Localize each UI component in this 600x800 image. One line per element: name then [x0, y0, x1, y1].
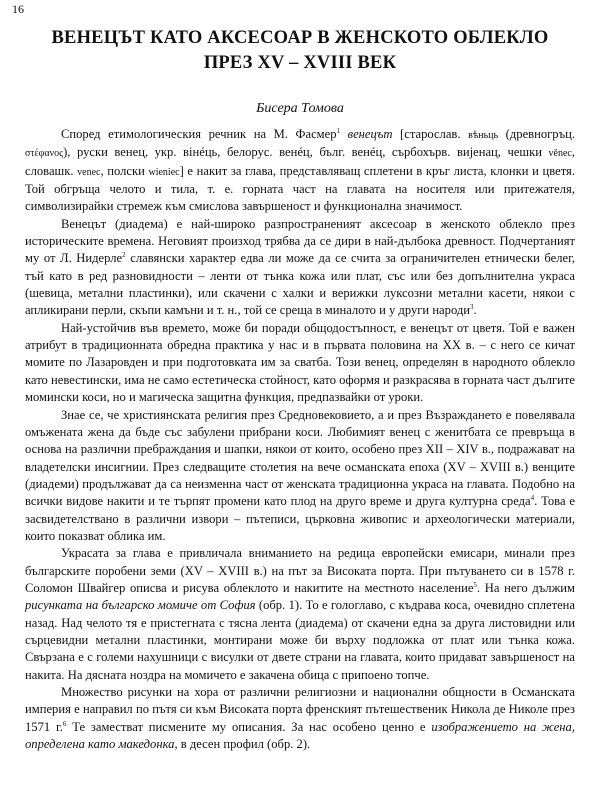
- text-span: . На него дължим: [476, 580, 575, 595]
- text-span: . Това е засвидетелствано в различни извори – пътеписи, църковна живопис и археологически материали, които показват облика им.: [25, 494, 575, 543]
- text-span: , полски: [100, 163, 149, 178]
- emphasis: рисунката на българско момиче от София: [25, 598, 256, 613]
- text-span: Украсата за глава е привличала вниманието на редица европейски емисари, минали през българските поробени земи (XV – XVIII в.) на път за Високата порта. При пътуването си в 1578 г. Соломон Швайгер описва и рисува облеклото и накитите на местното население: [25, 546, 575, 595]
- text-span: (древногръц.: [498, 127, 576, 141]
- text-span: ), руски венец, укр. вiнéць, белорус. венéц, бълг. венéц, сърбохърв. виjенац, чешки: [63, 145, 549, 160]
- text-span: , словашк.: [25, 145, 575, 178]
- footnote-ref-3: 3: [470, 303, 474, 312]
- paragraph-4: [25, 407, 575, 546]
- footnote-ref-2: 2: [122, 251, 126, 260]
- text-span: Венецът (диадема) е най-широко разпространеният аксесоар в женското облекло през историческите времена. Неговият произход трябва да се дири в най-дълбока древност. Подчертаният му от Л. Нидерле: [25, 216, 575, 266]
- text-span: Те заместват писмените му описания. За нас особено ценно е: [66, 719, 432, 734]
- title-line-2: ПРЕЗ XV – XVIII ВЕК: [203, 53, 397, 73]
- text-span: venec: [77, 166, 101, 178]
- article-title: [20, 26, 580, 76]
- paragraph-3: Най-устойчив във времето, може би поради общодостъпност, е венецът от цветя. Той е важен атрибут в традиционната обредна практика у нас и в първата половина на ХХ в. – с него се кичат момите по Лазаровден и при подготовката им за сватба. Този венец, определян в народното облекло като невестински, има не само естетическа стойност, като оформя и разкрасява в горната част дългите момински коси, но и магическа защитна функция, предпазвайки от уроки.: [25, 320, 575, 405]
- text-span: .: [473, 303, 477, 318]
- text-span: славянски характер едва ли може да се счита за ограничителен етнически белег, тъй като в ред разновидности – ленти от тънка кожа или плат, със или без допълнителна украса (шевица, метални пластинки), или скачени с халки и верижки луксозни метални касети, някои с апликирани перли, скъпи камъни и т. н., той се среща в миналото и у други народи: [25, 251, 576, 318]
- text-span: věnec: [548, 148, 572, 160]
- footnote-ref-6: 6: [62, 719, 67, 728]
- page-number: 16: [12, 2, 24, 16]
- text-span: ] е накит за глава, представляващ сплетени в кръг листа, клонки и цветя. Той обгръща челото и тила, т. е. горната част на главата на носителя или притежателя, символизирайки стремеж към смислова завършеност и функционална значимост.: [25, 163, 576, 214]
- text-span: [старослав.: [392, 127, 469, 141]
- paragraph-6: [25, 684, 575, 753]
- paragraph-2: [25, 216, 575, 320]
- footnote-ref-1: 1: [336, 126, 341, 135]
- footnote-ref-4: 4: [530, 494, 535, 503]
- text-span: Според етимологическия речник на М. Фасмер: [61, 127, 337, 141]
- emphasis: изображението на жена, определена като македонка,: [25, 719, 576, 752]
- title-line-1: ВЕНЕЦЪТ КАТО АКСЕСОАР В ЖЕНСКОТО ОБЛЕКЛО: [51, 28, 549, 48]
- paragraph-5: [25, 545, 575, 684]
- text-span: Знае се, че християнската религия през Средновековието, а и през Възраждането е повелявала омъжената жена да бъде със забулени прибрани коси. Любимият венец с женитбата се превръща в основа на различни пребраждания и шапки, някои от които, особено през XII – XIV в., подражават на владетелски инсигнии. През следващите столетия на вече османската епоха (XV – XVIII в.) венците (диадеми) продължават да са неизменна част от женската традиционна украса на главата. Подобно на всички видове накити и те търпят промени като плод на друго време и друга културна среда: [25, 407, 575, 509]
- text-span: wieniec: [148, 166, 180, 178]
- text-span: στέφανος: [25, 148, 64, 160]
- emphasis: венецът: [347, 127, 393, 141]
- text-span: Множество рисунки на хора от различни религиозни и национални общности в Османската империя е направил по пътя си към Високата порта френският пътешественик Никола де Николе през 1571 г.: [25, 685, 575, 734]
- text-span: вѣньць: [468, 130, 499, 141]
- article-body: [25, 126, 575, 753]
- footnote-ref-5: 5: [473, 580, 477, 589]
- paragraph-1: [25, 126, 575, 216]
- text-span: (обр. 1). То е гологлаво, с къдрава коса, очевидно сплетена назад. Над челото тя е пристегната с тясна лента (диадема) от скачени една за друга листовидни или сърцевидни метални пластинки, монтирани може би върху подложка от плат или тънка кожа. Свързана е с големи нахушници с висулки от двете страни на главата, които придават завършеност на накита. На дясната ноздра на момичето е закачена обица с припоено топче.: [25, 598, 576, 682]
- author-name: Бисера Томова: [256, 101, 344, 116]
- text-span: в десен профил (обр. 2).: [177, 737, 311, 752]
